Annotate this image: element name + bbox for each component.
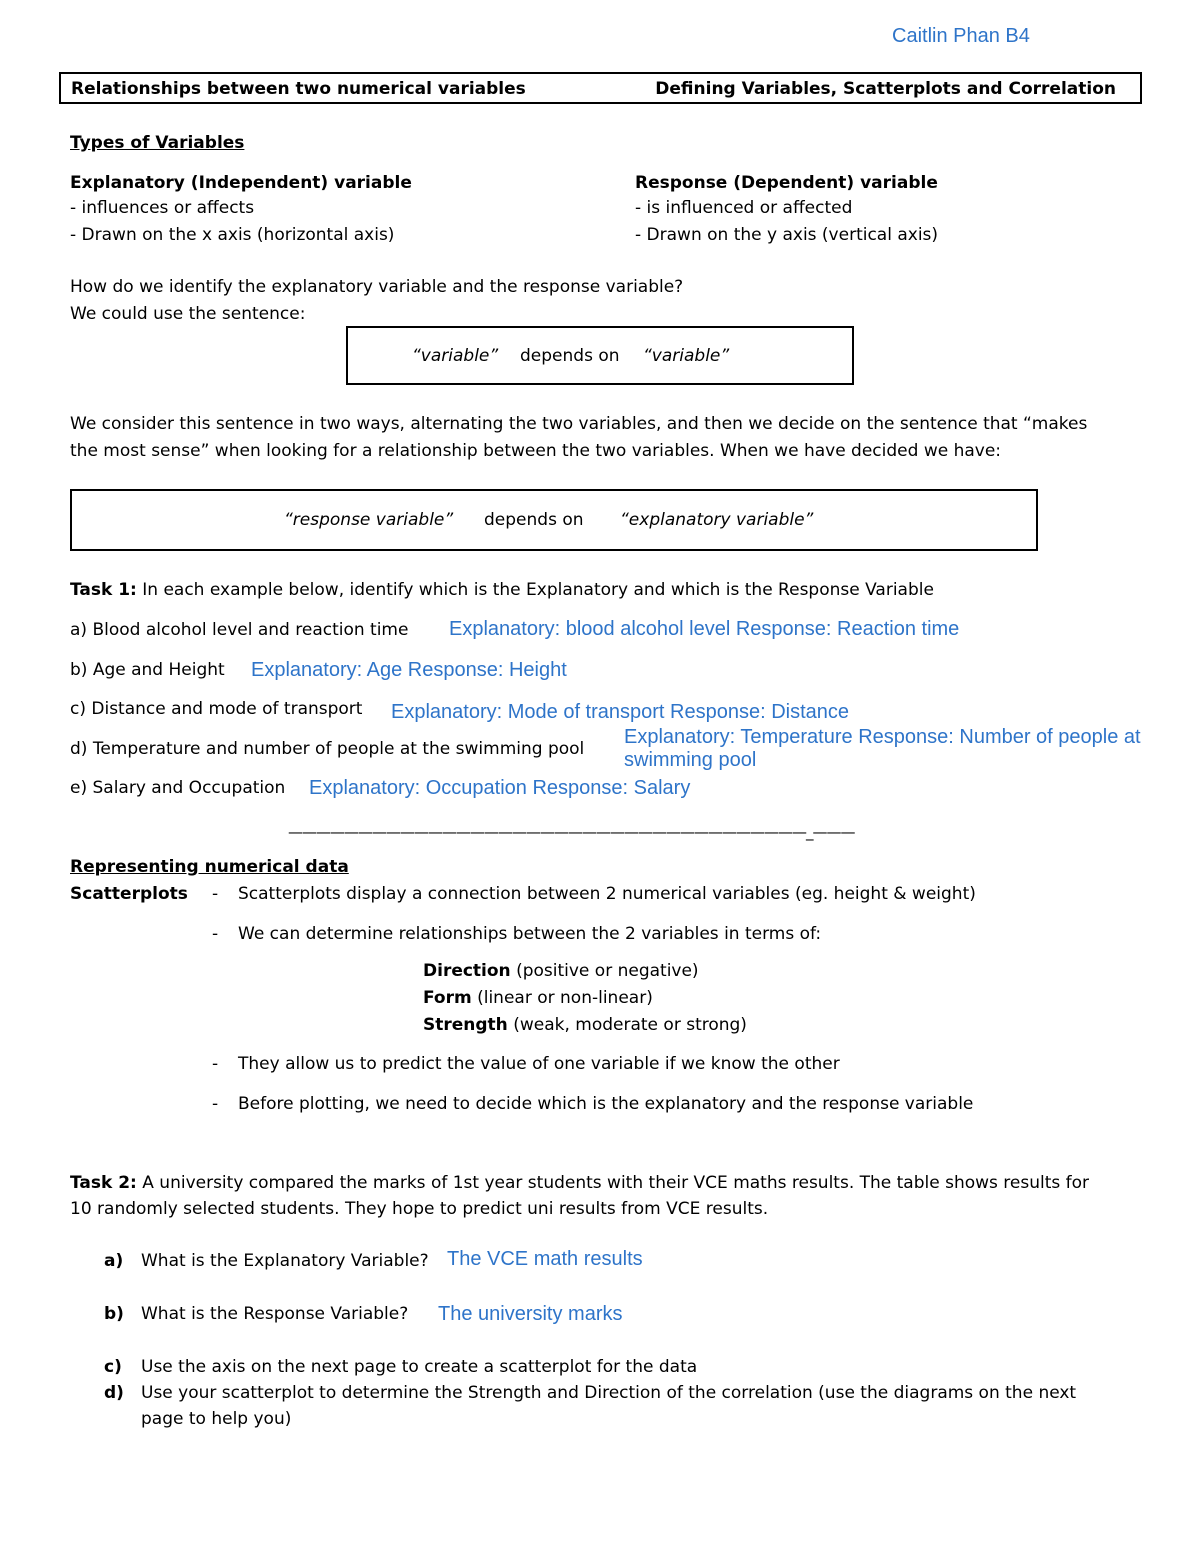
task1-answer-a: Explanatory: blood alcohol level Response: Reaction time (449, 618, 960, 640)
task1-question-a: a) Blood alcohol level and reaction time (70, 620, 409, 640)
bullet-4: Before plotting, we need to decide which is the explanatory and the response variable (238, 1094, 974, 1114)
bullet-dash: - (212, 1094, 219, 1114)
sentence-intro: We could use the sentence: (70, 304, 306, 324)
explanatory-line2: - Drawn on the x axis (horizontal axis) (70, 225, 395, 245)
box1-right: “variable” (643, 346, 730, 366)
task1-answer-d: Explanatory: Temperature Response: Number of people at (624, 726, 1141, 748)
task2-d-question-line2: page to help you) (141, 1409, 292, 1429)
response-line1: - is influenced or affected (635, 198, 853, 218)
section-divider: —————————————————————————————————————_——— (288, 823, 855, 841)
task2-a-label: a) (104, 1251, 124, 1271)
task1-question-b: b) Age and Height (70, 660, 225, 680)
task2-d-label: d) (104, 1383, 124, 1403)
bullet-dash: - (212, 924, 219, 944)
box2-mid: depends on (484, 510, 584, 530)
explanatory-title: Explanatory (Independent) variable (70, 173, 412, 193)
sentence-box-generic (346, 326, 854, 385)
task1-answer-c: Explanatory: Mode of transport Response: Distance (391, 701, 850, 723)
task1-question-c: c) Distance and mode of transport (70, 699, 363, 719)
header-right-title: Defining Variables, Scatterplots and Correlation (655, 79, 1116, 99)
task1-answer-d-cont: swimming pool (624, 749, 757, 771)
box1-mid: depends on (520, 346, 620, 366)
bullet-dash: - (212, 1054, 219, 1074)
task1-answer-b: Explanatory: Age Response: Height (251, 659, 567, 681)
task2-c-label: c) (104, 1357, 122, 1377)
box2-left: “response variable” (284, 510, 454, 530)
sentence-box-decided (70, 489, 1038, 551)
task2-line1: Task 2: A university compared the marks of 1st year students with their VCE maths results. The table shows results for (70, 1173, 1090, 1193)
header-left-title: Relationships between two numerical variables (71, 79, 526, 99)
task1-text: In each example below, identify which is the Explanatory and which is the Response Variable (136, 580, 934, 600)
task2-b-question: What is the Response Variable? (141, 1304, 409, 1324)
bullet-3: They allow us to predict the value of one variable if we know the other (238, 1054, 840, 1074)
term-strength: Strength (weak, moderate or strong) (423, 1015, 747, 1035)
task2-c-question: Use the axis on the next page to create a scatterplot for the data (141, 1357, 698, 1377)
consider-line1: We consider this sentence in two ways, alternating the two variables, and then we decide on the sentence that “makes (70, 414, 1088, 434)
response-title: Response (Dependent) variable (635, 173, 938, 193)
response-line2: - Drawn on the y axis (vertical axis) (635, 225, 939, 245)
task1-question-e: e) Salary and Occupation (70, 778, 286, 798)
student-name: Caitlin Phan B4 (892, 25, 1030, 47)
task2-d-question-line1: Use your scatterplot to determine the Strength and Direction of the correlation (use the diagrams on the next (141, 1383, 1077, 1403)
term-direction: Direction (positive or negative) (423, 961, 699, 981)
task2-b-answer: The university marks (438, 1303, 623, 1325)
scatterplots-label: Scatterplots (70, 884, 188, 904)
identify-question: How do we identify the explanatory variable and the response variable? (70, 277, 684, 297)
task1-instruction (70, 580, 934, 600)
representing-heading: Representing numerical data (70, 857, 349, 877)
bullet-2: We can determine relationships between the 2 variables in terms of: (238, 924, 822, 944)
box2-right: “explanatory variable” (620, 510, 814, 530)
task2-line2: 10 randomly selected students. They hope to predict uni results from VCE results. (70, 1199, 769, 1219)
explanatory-line1: - influences or affects (70, 198, 255, 218)
header-box (59, 72, 1142, 104)
bullet-1: Scatterplots display a connection between 2 numerical variables (eg. height & weight) (238, 884, 976, 904)
task2-a-answer: The VCE math results (447, 1248, 643, 1270)
types-heading: Types of Variables (70, 133, 245, 153)
task1-label: Task 1: (70, 580, 137, 600)
box1-left: “variable” (412, 346, 499, 366)
term-form: Form (linear or non-linear) (423, 988, 653, 1008)
task2-label: Task 2: (70, 1173, 137, 1193)
task1-question-d: d) Temperature and number of people at the swimming pool (70, 739, 585, 759)
task2-b-label: b) (104, 1304, 124, 1324)
task1-answer-e: Explanatory: Occupation Response: Salary (309, 777, 691, 799)
bullet-dash: - (212, 884, 219, 904)
task2-a-question: What is the Explanatory Variable? (141, 1251, 429, 1271)
consider-line2: the most sense” when looking for a relationship between the two variables. When we have decided we have: (70, 441, 1002, 461)
